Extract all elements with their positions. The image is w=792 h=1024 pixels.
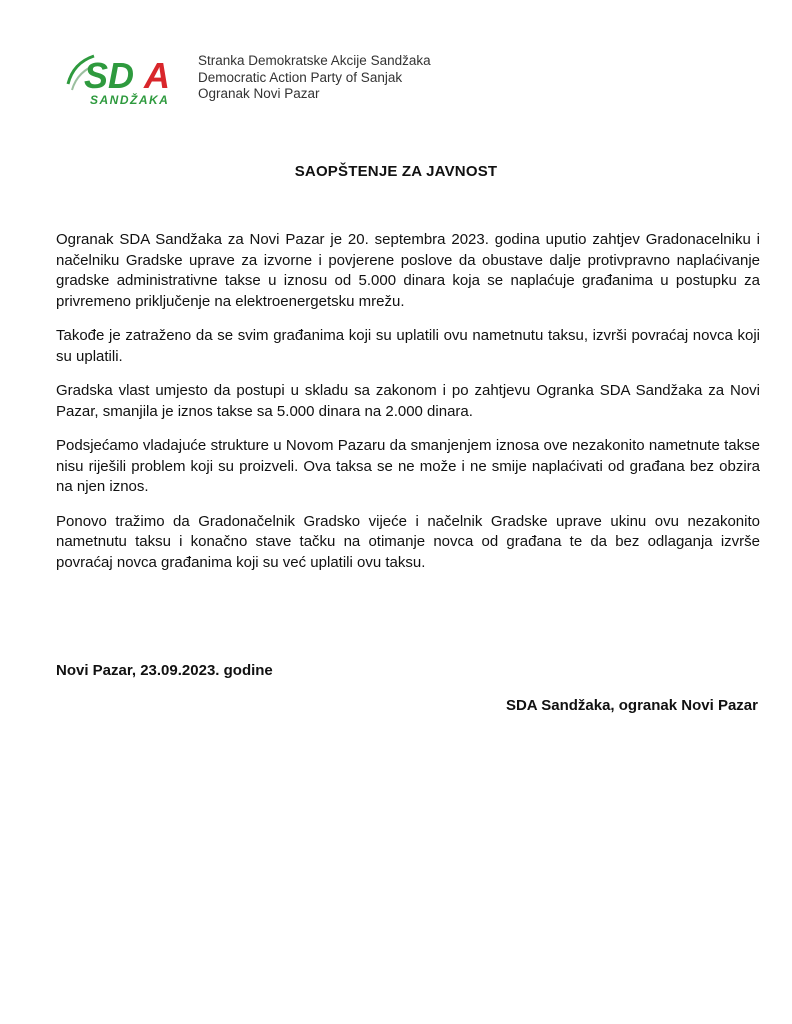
place-date: Novi Pazar, 23.09.2023. godine	[56, 662, 273, 679]
logo-subtext: SANDŽAKA	[90, 93, 170, 107]
paragraph-2: Takođe je zatraženo da se svim građanima koji su uplatili ovu nametnutu taksu, izvrši povraćaj novca koji su uplatili.	[56, 327, 760, 365]
org-name-english: Democratic Action Party of Sanjak	[198, 69, 403, 85]
paragraph-3: Gradska vlast umjesto da postupi u skladu sa zakonom i po zahtjevu Ogranka SDA Sandžaka za Novi Pazar, smanjila je iznos takse sa 5.000 dinara na 2.000 dinara.	[56, 382, 760, 420]
signature: SDA Sandžaka, ogranak Novi Pazar	[505, 697, 758, 714]
document-title: SAOPŠTENJE ZA JAVNOST	[294, 163, 498, 180]
paragraph-4: Podsjećamo vladajuće strukture u Novom Pazaru da smanjenjem iznosa ove nezakonito nametnute takse nisu riješili problem koji su proizveli. Ova taksa se ne može i ne smije naplaćivati od građana bez obzira na njen iznos.	[56, 437, 760, 495]
org-branch: Ogranak Novi Pazar	[198, 86, 320, 101]
document-body	[56, 230, 760, 587]
logo-sd: SD	[84, 55, 135, 96]
logo-a: A	[144, 55, 170, 96]
paragraph-1: Ogranak SDA Sandžaka za Novi Pazar je 20. septembra 2023. godina uputio zahtjev Gradonacelniku i načelniku Gradske uprave za izvorne i povjerene poslove da obustave dalje protivpravno naplaćivanje gradske administrativne takse u iznosu od 5.000 dinara koja se naplaćuje građanima u postupku za privremeno priključenje na elektroenergetsku mrežu.	[56, 231, 760, 310]
paragraph-5: Ponovo tražimo da Gradonačelnik Gradsko vijeće i načelnik Gradske uprave ukinu ovu nezakonito nametnutu taksu i konačno stave tačku na otimanje novca od građana te da bez odlaganja izvrše povraćaj novca građanima koji su već uplatili ovu taksu.	[56, 512, 760, 571]
org-name-local: Stranka Demokratske Akcije Sandžaka	[198, 53, 431, 68]
org-name-block	[198, 53, 431, 103]
sda-logo	[62, 46, 192, 108]
